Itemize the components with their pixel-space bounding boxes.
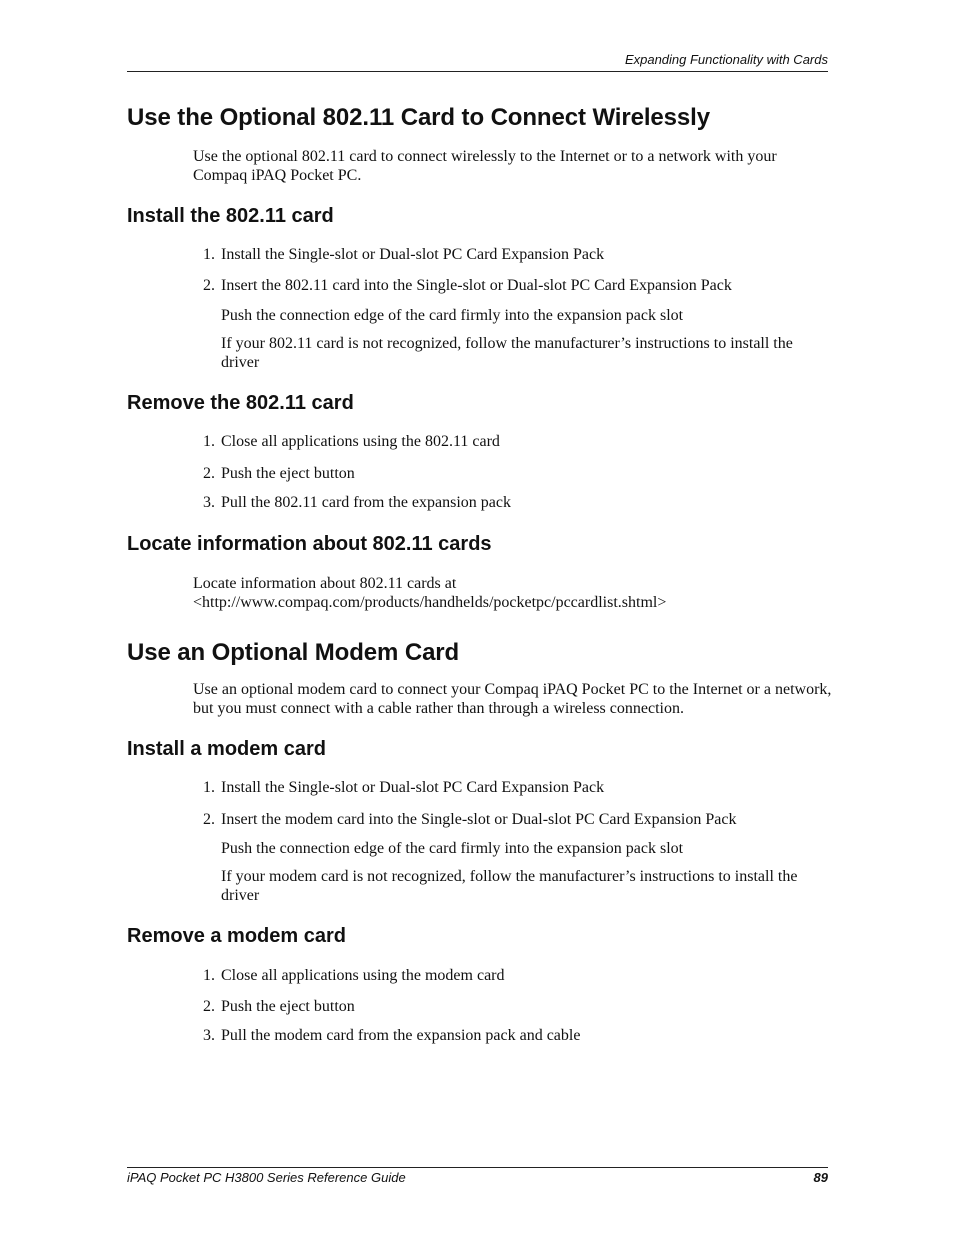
page-number: 89 <box>813 1170 828 1185</box>
list-number: 2. <box>203 998 215 1015</box>
heading-install-modem: Install a modem card <box>127 738 326 760</box>
list-item <box>203 464 833 483</box>
section-intro-modem: Use an optional modem card to connect your Compaq iPAQ Pocket PC to the Internet or a network, but you must connect with a cable rather than through a wireless connection. <box>193 681 832 717</box>
list-number: 2. <box>203 465 215 482</box>
step-note: Push the connection edge of the card firmly into the expansion pack slot <box>221 307 684 324</box>
list-text: Close all applications using the modem card <box>221 967 505 984</box>
list-item <box>203 810 833 829</box>
header-rule <box>127 71 828 72</box>
list-text: Push the eject button <box>221 998 355 1015</box>
list-number: 1. <box>203 246 215 263</box>
list-item <box>203 276 833 295</box>
list-item <box>203 966 833 985</box>
list-number: 2. <box>203 277 215 294</box>
list-item <box>203 432 833 451</box>
list-item <box>203 778 833 797</box>
list-text: Insert the modem card into the Single-slot or Dual-slot PC Card Expansion Pack <box>221 811 737 828</box>
heading-locate-info: Locate information about 802.11 cards <box>127 533 492 555</box>
heading-install-80211: Install the 802.11 card <box>127 205 334 227</box>
running-header: Expanding Functionality with Cards <box>624 52 828 67</box>
list-text: Close all applications using the 802.11 card <box>221 433 500 450</box>
list-item <box>203 997 833 1016</box>
list-text: Install the Single-slot or Dual-slot PC Card Expansion Pack <box>221 246 605 263</box>
list-item <box>203 245 833 264</box>
step-note: If your 802.11 card is not recognized, follow the manufacturer’s instructions to install the driver <box>221 335 793 371</box>
section-title-wireless: Use the Optional 802.11 Card to Connect Wirelessly <box>127 104 710 131</box>
list-number: 1. <box>203 967 215 984</box>
list-item <box>203 493 833 512</box>
list-text: Install the Single-slot or Dual-slot PC Card Expansion Pack <box>221 779 605 796</box>
locate-url: <http://www.compaq.com/products/handhelds/pocketpc/pccardlist.shtml> <box>193 594 667 611</box>
list-item <box>203 1026 833 1045</box>
list-number: 1. <box>203 779 215 796</box>
section-intro-wireless: Use the optional 802.11 card to connect wirelessly to the Internet or to a network with your Compaq iPAQ Pocket PC. <box>193 148 777 184</box>
list-number: 3. <box>203 1027 215 1044</box>
list-text: Pull the 802.11 card from the expansion pack <box>221 494 511 511</box>
list-number: 1. <box>203 433 215 450</box>
locate-text: Locate information about 802.11 cards at <box>193 575 457 592</box>
list-text: Pull the modem card from the expansion pack and cable <box>221 1027 581 1044</box>
section-title-modem: Use an Optional Modem Card <box>127 639 460 666</box>
footer-rule <box>127 1167 828 1168</box>
list-text: Push the eject button <box>221 465 355 482</box>
heading-remove-modem: Remove a modem card <box>127 925 346 947</box>
list-number: 3. <box>203 494 215 511</box>
footer-guide-title: iPAQ Pocket PC H3800 Series Reference Guide <box>127 1170 406 1185</box>
heading-remove-80211: Remove the 802.11 card <box>127 392 354 414</box>
list-number: 2. <box>203 811 215 828</box>
step-note: If your modem card is not recognized, follow the manufacturer’s instructions to install the driver <box>221 868 798 904</box>
step-note: Push the connection edge of the card firmly into the expansion pack slot <box>221 840 684 857</box>
list-text: Insert the 802.11 card into the Single-slot or Dual-slot PC Card Expansion Pack <box>221 277 732 294</box>
